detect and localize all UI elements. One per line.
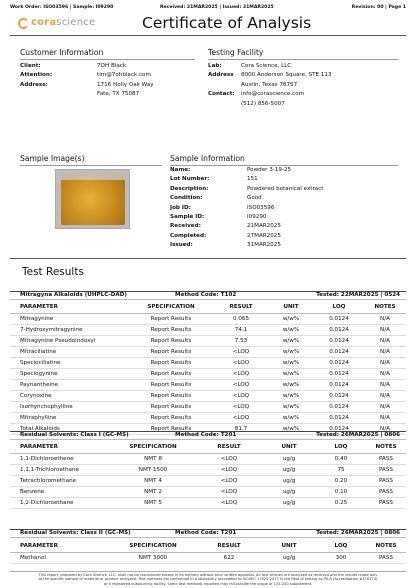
table-cell: ug/g <box>262 464 316 475</box>
table-cell: Speciogynine <box>10 368 128 379</box>
sample-images-heading: Sample Image(s) <box>20 154 85 163</box>
customer-address-line2: Fate, TX 75087 <box>97 91 140 98</box>
table-cell: <LOQ <box>196 475 262 486</box>
solvents-class2-title: Residual Solvents: Class II (GC-MS) <box>20 530 131 536</box>
sample-field-label: Sample ID: <box>170 214 205 220</box>
table-cell: w/w% <box>268 368 314 379</box>
table-cell: Mitragynine Pseudoindoxyl <box>10 335 128 346</box>
testing-facility-divider <box>208 59 398 60</box>
report-footer-disclaimer <box>10 571 406 586</box>
solvents-class1-method: Method Code: T201 <box>175 432 237 438</box>
column-header: SPECIFICATION <box>110 442 196 453</box>
column-header: LOQ <box>316 541 366 552</box>
testing-facility-heading: Testing Facility <box>208 48 264 57</box>
table-cell: 0.0124 <box>314 324 364 335</box>
column-header: PARAMETER <box>10 442 110 453</box>
table-cell: 0.0124 <box>314 379 364 390</box>
table-cell: Methanol <box>10 552 110 563</box>
table-row <box>10 346 406 357</box>
client-label: Client: <box>20 63 41 69</box>
table-cell: w/w% <box>268 346 314 357</box>
table-cell: <LOQ <box>214 390 268 401</box>
table-cell: 0.0124 <box>314 346 364 357</box>
table-cell: PASS <box>366 497 406 508</box>
table-cell: 0.0124 <box>314 390 364 401</box>
table-cell: 0.10 <box>316 486 366 497</box>
table-cell: NMT 8 <box>110 453 196 464</box>
table-cell: PASS <box>366 552 406 563</box>
table-cell: <LOQ <box>196 464 262 475</box>
sample-field-label: Received: <box>170 223 201 230</box>
table-cell: Benzene <box>10 486 110 497</box>
testing-facility-block <box>208 62 398 110</box>
table-row <box>10 390 406 401</box>
table-cell: ug/g <box>262 486 316 497</box>
attention-label: Attention: <box>20 72 53 79</box>
table-cell: 74.1 <box>214 324 268 335</box>
contact-email-link[interactable]: info@corascience.com <box>241 91 305 98</box>
table-cell: w/w% <box>268 423 314 434</box>
customer-info-heading: Customer Information <box>20 48 104 57</box>
table-row <box>10 368 406 379</box>
table-cell: Report Results <box>128 379 214 390</box>
table-cell: <LOQ <box>214 368 268 379</box>
table-cell: N/A <box>364 401 406 412</box>
table-cell: PASS <box>366 453 406 464</box>
table-row <box>10 552 406 563</box>
column-header: RESULT <box>214 302 268 313</box>
column-header: PARAMETER <box>10 302 128 313</box>
powder-bag-image <box>61 173 125 225</box>
sample-field-value: ISO03596 <box>247 204 275 211</box>
table-cell: w/w% <box>268 357 314 368</box>
sample-field-value: Good <box>247 195 262 202</box>
table-cell: PASS <box>366 464 406 475</box>
table-cell: Report Results <box>128 313 214 324</box>
table-cell: Paynantheine <box>10 379 128 390</box>
table-cell: ug/g <box>262 453 316 464</box>
table-cell: Report Results <box>128 401 214 412</box>
logo-brand-suffix: science <box>56 17 96 28</box>
table-cell: 0.0124 <box>314 357 364 368</box>
customer-address-label: Address: <box>20 81 48 88</box>
table-cell: Mitraciliatine <box>10 346 128 357</box>
sample-field-value: 151 <box>247 176 258 183</box>
column-header: NOTES <box>366 541 406 552</box>
solvents-class2-section-header <box>10 529 406 538</box>
table-row <box>10 335 406 346</box>
column-header: UNIT <box>262 541 316 552</box>
table-cell: w/w% <box>268 313 314 324</box>
table-row <box>10 497 406 508</box>
sample-photo <box>55 169 130 229</box>
alkaloids-tested: Tested: 22MAR2025 | 0524 <box>316 292 400 298</box>
column-header: RESULT <box>196 442 262 453</box>
table-cell: N/A <box>364 368 406 379</box>
table-cell: 0.0124 <box>314 335 364 346</box>
facility-address-label: Address <box>208 72 234 79</box>
table-cell: Report Results <box>128 412 214 423</box>
table-cell: 0.0124 <box>314 313 364 324</box>
cora-science-logo <box>18 15 98 31</box>
column-header: NOTES <box>366 442 406 453</box>
sample-field-value: Powder 3-19-25 <box>247 167 292 173</box>
table-row <box>10 486 406 497</box>
table-cell: NMT 3000 <box>110 552 196 563</box>
table-cell: Report Results <box>128 423 214 434</box>
table-row <box>10 357 406 368</box>
solvents-class1-title: Residual Solvents: Class I (GC-MS) <box>20 432 129 438</box>
column-header: PARAMETER <box>10 541 110 552</box>
table-row <box>10 324 406 335</box>
table-row <box>10 313 406 324</box>
title-divider <box>10 35 406 36</box>
contact-label: Contact: <box>208 91 235 98</box>
table-cell: <LOQ <box>214 412 268 423</box>
table-cell: 0.25 <box>316 497 366 508</box>
table-cell: Speciociliatine <box>10 357 128 368</box>
table-cell: Corynoxine <box>10 390 128 401</box>
table-cell: 0.0124 <box>314 412 364 423</box>
table-cell: Tetrachloromethane <box>10 475 110 486</box>
table-cell: N/A <box>364 346 406 357</box>
sample-field-value: 21MAR2025 <box>247 223 281 230</box>
table-cell: N/A <box>364 390 406 401</box>
table-cell: 75 <box>316 464 366 475</box>
work-order-ref: Work Order: ISO03596 | Sample: I09290 <box>10 5 114 10</box>
sample-field-label: Issued: <box>170 242 193 249</box>
table-cell: ug/g <box>262 552 316 563</box>
sample-field-value: I09290 <box>247 214 267 220</box>
table-row <box>10 464 406 475</box>
column-header: LOQ <box>316 442 366 453</box>
table-cell: 0.0124 <box>314 423 364 434</box>
table-row <box>10 401 406 412</box>
lab-label: Lab: <box>208 63 222 69</box>
facility-address-line2: Austin, Texas 78757 <box>241 81 298 88</box>
table-cell: <LOQ <box>196 486 262 497</box>
table-cell: w/w% <box>268 401 314 412</box>
column-header: UNIT <box>262 442 316 453</box>
test-results-heading: Test Results <box>22 266 84 278</box>
customer-info-divider <box>20 59 195 60</box>
table-cell: Report Results <box>128 346 214 357</box>
footer-line: or a registered outsourcing facility. Some test methods reported may fall outside the scope of 122-250 supplement. <box>103 581 313 586</box>
column-header: UNIT <box>268 302 314 313</box>
table-cell: 81.7 <box>214 423 268 434</box>
table-cell: 0.20 <box>316 475 366 486</box>
table-cell: <LOQ <box>214 379 268 390</box>
sample-info-heading: Sample Information <box>170 154 245 163</box>
table-cell: N/A <box>364 335 406 346</box>
table-row <box>10 379 406 390</box>
table-cell: 300 <box>316 552 366 563</box>
customer-address-line1: 1716 Holly Oak Way <box>97 81 154 88</box>
table-cell: N/A <box>364 379 406 390</box>
table-cell: 7-Hydroxymitragynine <box>10 324 128 335</box>
table-cell: 7.53 <box>214 335 268 346</box>
facility-address-line1: 8000 Anderson Square, STE 113 <box>241 72 332 79</box>
table-cell: PASS <box>366 475 406 486</box>
table-cell: N/A <box>364 357 406 368</box>
solvents-class2-tested: Tested: 26MAR2025 | 0806 <box>316 530 400 536</box>
table-cell: w/w% <box>268 324 314 335</box>
table-cell: 1,1-Dichloroethene <box>10 453 110 464</box>
table-cell: <LOQ <box>196 453 262 464</box>
table-cell: N/A <box>364 313 406 324</box>
table-cell: NMT 2 <box>110 486 196 497</box>
solvents-class1-tested: Tested: 26MAR2025 | 0806 <box>316 432 400 438</box>
table-cell: 0.0124 <box>314 368 364 379</box>
client-value: 7OH Black <box>97 63 127 69</box>
logo-ring-icon <box>18 18 29 29</box>
sample-field-label: Lot Number: <box>170 176 210 183</box>
table-cell: <LOQ <box>214 357 268 368</box>
table-row <box>10 412 406 423</box>
solvents-class2-method: Method Code: T201 <box>175 530 237 536</box>
table-cell: Mitragynine <box>10 313 128 324</box>
table-cell: w/w% <box>268 335 314 346</box>
table-cell: PASS <box>366 486 406 497</box>
sample-field-value: 31MAR2025 <box>247 242 281 249</box>
table-cell: 622 <box>196 552 262 563</box>
sample-field-label: Description: <box>170 185 209 192</box>
sample-field-value: 27MAR2025 <box>247 232 281 239</box>
table-cell: 0.40 <box>316 453 366 464</box>
table-cell: Report Results <box>128 368 214 379</box>
table-row <box>10 453 406 464</box>
table-cell: Report Results <box>128 390 214 401</box>
column-header: SPECIFICATION <box>128 302 214 313</box>
footer-line: to the specific sample of material or product analyzed. Test methods are performed in a laboratory accredited to ISO/IEC 17025:2017 in the field of testing by PJLA (Accreditation #116374) <box>38 577 378 582</box>
customer-info-block <box>20 62 195 102</box>
sample-field-value: Powdered botanical extract <box>247 185 324 192</box>
table-cell: Isorhynchophylline <box>10 401 128 412</box>
sample-info-block <box>170 166 398 252</box>
sample-field-label: Job ID: <box>170 204 191 211</box>
table-cell: <LOQ <box>214 401 268 412</box>
results-divider <box>10 258 406 259</box>
alkaloids-title: Mitragyna Alkaloids (UHPLC-DAD) <box>20 292 127 298</box>
column-header: LOQ <box>314 302 364 313</box>
solvents-class1-section-header <box>10 431 406 440</box>
contact-phone: (512) 856-5007 <box>241 100 285 107</box>
document-title: Certificate of Analysis <box>142 14 312 32</box>
report-topbar <box>10 5 406 13</box>
footer-line: This report, prepared by Cora Science, LLC, shall not be reproduced except in its entirety without prior written approval. All test articles are analyzed as received and the results relate only <box>38 573 378 577</box>
sample-field-label: Condition: <box>170 195 203 202</box>
table-cell: w/w% <box>268 412 314 423</box>
lab-value: Cora Science, LLC <box>241 63 292 69</box>
table-cell: NMT 4 <box>110 475 196 486</box>
table-cell: ug/g <box>262 497 316 508</box>
table-cell: <LOQ <box>214 346 268 357</box>
table-row <box>10 475 406 486</box>
attention-value: tim@7ohblack.com <box>97 72 151 79</box>
sample-field-label: Completed: <box>170 232 207 239</box>
column-header: RESULT <box>196 541 262 552</box>
received-issued-ref: Received: 21MAR2025 | Issued: 31MAR2025 <box>160 5 274 10</box>
table-cell: w/w% <box>268 379 314 390</box>
alkaloids-section-header <box>10 291 406 300</box>
table-cell: N/A <box>364 412 406 423</box>
table-cell: 1,1,1-Trichloroethane <box>10 464 110 475</box>
sample-images-divider <box>20 165 162 166</box>
table-cell: Report Results <box>128 324 214 335</box>
table-cell: 0.0124 <box>314 401 364 412</box>
column-header: NOTES <box>364 302 406 313</box>
table-cell: <LOQ <box>196 497 262 508</box>
table-cell: 0.065 <box>214 313 268 324</box>
sample-field-label: Name: <box>170 167 191 173</box>
table-cell: N/A <box>364 324 406 335</box>
table-cell: 1,2-Dichloroethane <box>10 497 110 508</box>
alkaloids-method: Method Code: T102 <box>175 292 237 298</box>
table-cell: w/w% <box>268 390 314 401</box>
table-cell: N/A <box>364 423 406 434</box>
table-cell: NMT 1500 <box>110 464 196 475</box>
logo-brand: cora <box>31 17 57 28</box>
table-cell: Total Alkaloids <box>10 423 128 434</box>
table-cell: Report Results <box>128 357 214 368</box>
column-header: SPECIFICATION <box>110 541 196 552</box>
table-cell: ug/g <box>262 475 316 486</box>
solvents-class2-results-table <box>10 541 406 564</box>
solvents-class1-results-table <box>10 442 406 509</box>
table-cell: Mitraphylline <box>10 412 128 423</box>
table-cell: NMT 5 <box>110 497 196 508</box>
revision-page-ref: Revision: 00 | Page 1 <box>351 5 406 10</box>
table-cell: Report Results <box>128 335 214 346</box>
alkaloids-results-table <box>10 302 406 435</box>
